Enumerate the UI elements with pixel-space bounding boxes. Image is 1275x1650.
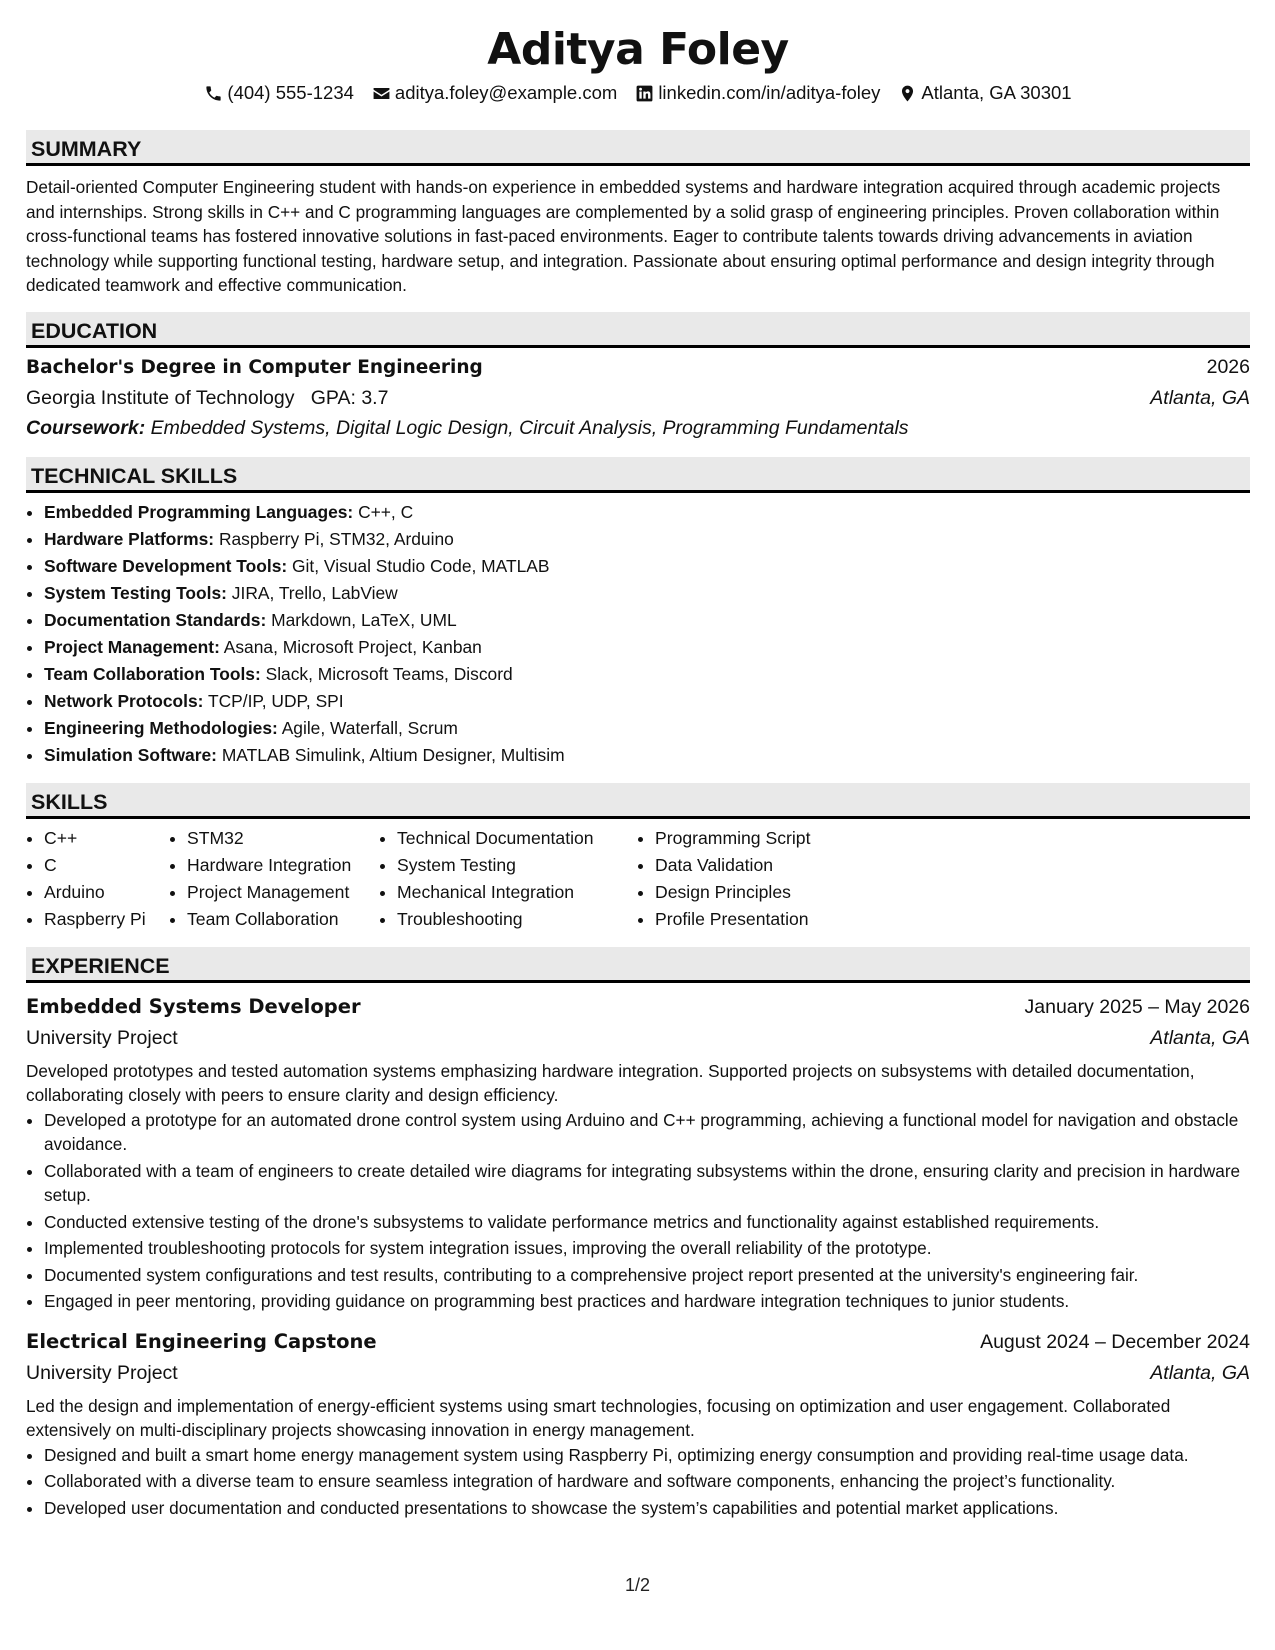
list-item bbox=[44, 715, 1250, 742]
list-item: • Implemented troubleshooting protocols for system integration issues, improving the overall reliability of the prototype. bbox=[44, 1236, 1250, 1261]
list-item: • C bbox=[44, 852, 169, 879]
phone-text: (404) 555-1234 bbox=[227, 82, 354, 103]
experience-entry bbox=[26, 991, 1250, 1314]
list-item: • Data Validation bbox=[655, 852, 895, 879]
coursework bbox=[26, 413, 1250, 443]
phone-icon bbox=[204, 84, 223, 103]
gpa: GPA: 3.7 bbox=[310, 386, 389, 409]
graduation-year: 2026 bbox=[1206, 355, 1250, 378]
list-item bbox=[44, 499, 1250, 526]
list-item: • System Testing bbox=[397, 852, 637, 879]
skill-category: Project Management: bbox=[44, 636, 220, 657]
location-text: Atlanta, GA 30301 bbox=[921, 82, 1072, 103]
education-entry bbox=[26, 352, 1250, 443]
list-item: • Team Collaboration bbox=[187, 906, 379, 933]
job-description: Developed prototypes and tested automation systems emphasizing hardware integration. Supported projects on subsystems with detailed documentation, collaborating closely with peers to ensure clarity and design efficiency. bbox=[26, 1060, 1195, 1106]
skill-values: C++, C bbox=[358, 501, 414, 522]
skill-values: TCP/IP, UDP, SPI bbox=[207, 690, 344, 711]
job-dates: January 2025 – May 2026 bbox=[1024, 995, 1250, 1018]
candidate-name: Aditya Foley bbox=[487, 24, 789, 75]
list-item: • Technical Documentation bbox=[397, 825, 637, 852]
list-item: • Collaborated with a diverse team to ensure seamless integration of hardware and software components, enhancing the project’s functionality. bbox=[44, 1469, 1250, 1494]
job-description: Led the design and implementation of energy-efficient systems using smart technologies, focusing on optimization and user engagement. Collaborated extensively on multi-disciplinary projects showcasing innovation in energy management. bbox=[26, 1395, 1171, 1441]
email-text[interactable]: aditya.foley@example.com bbox=[394, 82, 618, 103]
job-organization: University Project bbox=[26, 1026, 178, 1049]
contact-phone bbox=[204, 80, 354, 106]
resume-page bbox=[26, 22, 1250, 1522]
list-item bbox=[44, 688, 1250, 715]
skill-values: Markdown, LaTeX, UML bbox=[271, 609, 457, 630]
skill-values: Agile, Waterfall, Scrum bbox=[281, 717, 458, 738]
list-item bbox=[44, 742, 1250, 769]
skills-column bbox=[637, 825, 895, 933]
job-location: Atlanta, GA bbox=[1150, 1361, 1250, 1384]
list-item: • Documented system configurations and test results, contributing to a comprehensive project report presented at the university's engineering fair. bbox=[44, 1263, 1250, 1288]
linkedin-icon bbox=[635, 84, 654, 103]
skill-category: Network Protocols: bbox=[44, 690, 204, 711]
map-pin-icon bbox=[898, 84, 917, 103]
list-item: • Design Principles bbox=[655, 879, 895, 906]
list-item: • Programming Script bbox=[655, 825, 895, 852]
list-item: • Raspberry Pi bbox=[44, 906, 169, 933]
contact-email[interactable] bbox=[372, 80, 617, 106]
list-item: • Mechanical Integration bbox=[397, 879, 637, 906]
job-location: Atlanta, GA bbox=[1150, 1026, 1250, 1049]
list-item: • Developed a prototype for an automated drone control system using Arduino and C++ programming, achieving a functional model for navigation and obstacle avoidance. bbox=[44, 1108, 1250, 1157]
skill-category: Embedded Programming Languages: bbox=[44, 501, 354, 522]
list-item: • Designed and built a smart home energy management system using Raspberry Pi, optimizing energy consumption and providing real-time usage data. bbox=[44, 1443, 1250, 1468]
linkedin-text[interactable]: linkedin.com/in/aditya-foley bbox=[658, 82, 881, 103]
job-dates: August 2024 – December 2024 bbox=[980, 1330, 1250, 1353]
education-heading: EDUCATION bbox=[26, 312, 1250, 348]
technical-skills-list bbox=[26, 499, 1250, 769]
contact-linkedin[interactable] bbox=[635, 80, 880, 106]
list-item: • Engaged in peer mentoring, providing guidance on programming best practices and hardware integration techniques to junior students. bbox=[44, 1289, 1250, 1314]
school-info bbox=[26, 383, 388, 413]
list-item: • C++ bbox=[44, 825, 169, 852]
skill-values: JIRA, Trello, LabView bbox=[231, 582, 398, 603]
skill-category: System Testing Tools: bbox=[44, 582, 227, 603]
skill-category: Team Collaboration Tools: bbox=[44, 663, 261, 684]
list-item bbox=[44, 661, 1250, 688]
degree-title: Bachelor's Degree in Computer Engineering bbox=[26, 356, 483, 378]
summary-heading: SUMMARY bbox=[26, 130, 1250, 166]
list-item: • STM32 bbox=[187, 825, 379, 852]
list-item: • Hardware Integration bbox=[187, 852, 379, 879]
list-item: • Troubleshooting bbox=[397, 906, 637, 933]
skills-grid bbox=[26, 825, 1250, 933]
job-title: Electrical Engineering Capstone bbox=[26, 1329, 377, 1353]
skill-category: Hardware Platforms: bbox=[44, 528, 215, 549]
list-item bbox=[44, 553, 1250, 580]
school-name: Georgia Institute of Technology bbox=[26, 386, 295, 409]
envelope-icon bbox=[372, 84, 391, 103]
page-number: 1/2 bbox=[624, 1575, 651, 1595]
job-title: Embedded Systems Developer bbox=[26, 994, 361, 1018]
list-item: • Conducted extensive testing of the drone's subsystems to validate performance metrics and functionality against established requirements. bbox=[44, 1210, 1250, 1235]
skill-category: Software Development Tools: bbox=[44, 555, 288, 576]
list-item bbox=[44, 580, 1250, 607]
skills-column bbox=[379, 825, 637, 933]
skills-heading: SKILLS bbox=[26, 783, 1250, 819]
list-item: • Profile Presentation bbox=[655, 906, 895, 933]
experience-entry bbox=[26, 1326, 1250, 1521]
job-bullets bbox=[26, 1443, 1250, 1521]
coursework-label: Coursework: bbox=[26, 416, 146, 439]
contact-location bbox=[898, 80, 1071, 106]
job-organization: University Project bbox=[26, 1361, 178, 1384]
skill-values: Git, Visual Studio Code, MATLAB bbox=[292, 555, 550, 576]
summary-text: Detail-oriented Computer Engineering student with hands-on experience in embedded systems and hardware integration acquired through academic projects and internships. Strong skills in C++ and C programming languages are complemented by a solid grasp of engineering principles. Proven collaboration within cross-functional teams has fostered innovative solutions in fast-paced environments. Eager to contribute talents towards driving advancements in aviation technology while supporting functional testing, hardware setup, and integration. Passionate about ensuring optimal performance and design integrity through dedicated teamwork and effective communication. bbox=[26, 177, 1221, 296]
skill-values: Asana, Microsoft Project, Kanban bbox=[223, 636, 482, 657]
skill-values: Slack, Microsoft Teams, Discord bbox=[265, 663, 513, 684]
school-location: Atlanta, GA bbox=[1150, 386, 1250, 409]
skill-values: Raspberry Pi, STM32, Arduino bbox=[218, 528, 454, 549]
coursework-list: Embedded Systems, Digital Logic Design, Circuit Analysis, Programming Fundamentals bbox=[150, 416, 909, 439]
experience-heading: EXPERIENCE bbox=[26, 947, 1250, 983]
list-item: • Collaborated with a team of engineers to create detailed wire diagrams for integrating subsystems within the drone, ensuring clarity and precision in hardware setup. bbox=[44, 1159, 1250, 1208]
list-item: • Developed user documentation and conducted presentations to showcase the system’s capabilities and potential market applications. bbox=[44, 1496, 1250, 1521]
skill-values: MATLAB Simulink, Altium Designer, Multisim bbox=[221, 744, 565, 765]
skills-column bbox=[169, 825, 379, 933]
skills-column bbox=[26, 825, 169, 933]
skill-category: Documentation Standards: bbox=[44, 609, 267, 630]
technical-skills-heading: TECHNICAL SKILLS bbox=[26, 457, 1250, 493]
skill-category: Simulation Software: bbox=[44, 744, 217, 765]
skill-category: Engineering Methodologies: bbox=[44, 717, 278, 738]
list-item bbox=[44, 607, 1250, 634]
list-item: • Project Management bbox=[187, 879, 379, 906]
job-bullets bbox=[26, 1108, 1250, 1314]
list-item bbox=[44, 526, 1250, 553]
contact-bar bbox=[26, 80, 1250, 106]
list-item: • Arduino bbox=[44, 879, 169, 906]
list-item bbox=[44, 634, 1250, 661]
